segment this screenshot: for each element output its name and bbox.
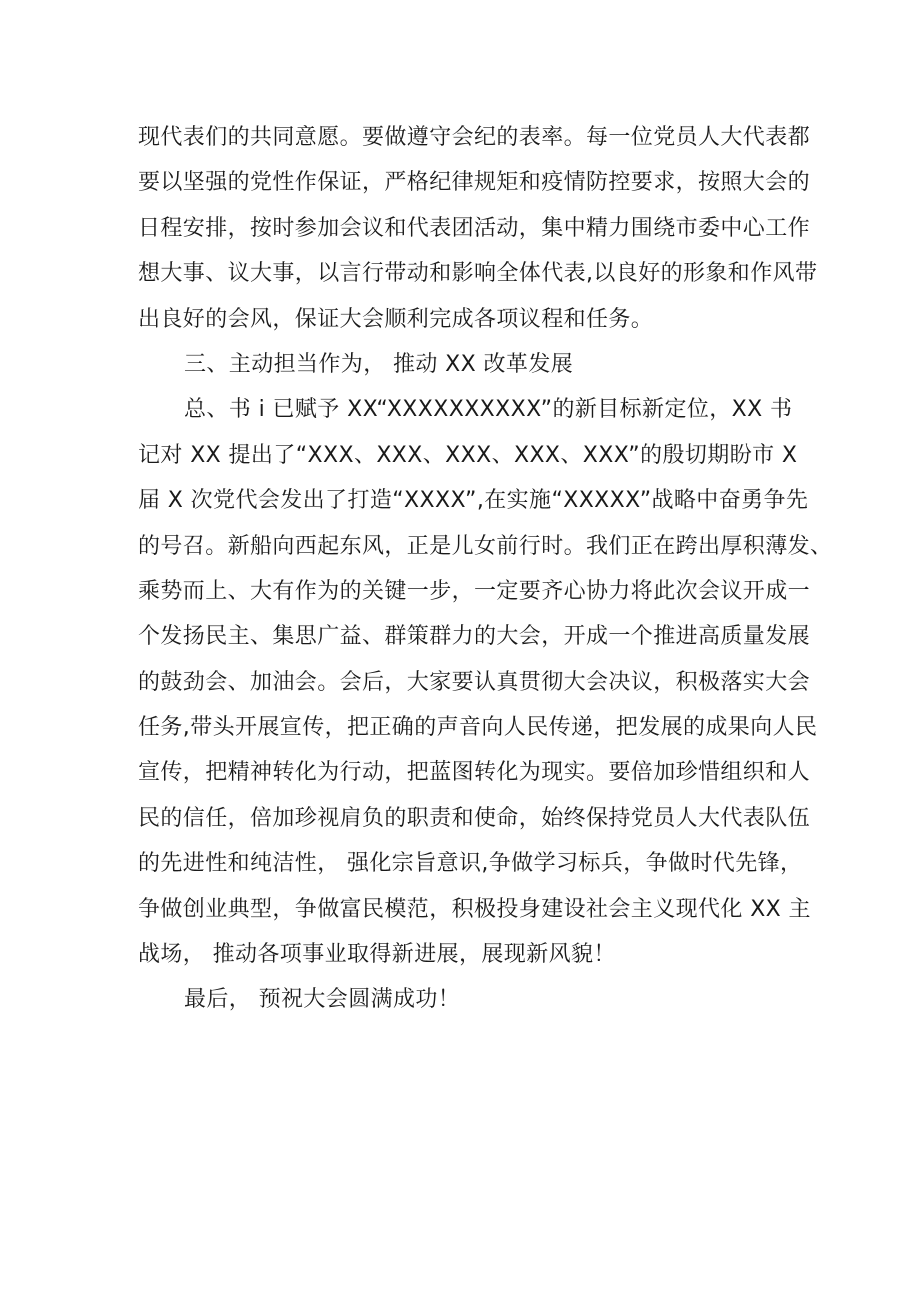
paragraph-line: 总、书 i 已赋予 XX“XXXXXXXXXX”的新目标新定位，XX 书	[184, 397, 793, 423]
paragraph-line: 记对 XX 提出了“XXX、XXX、XXX、XXX、XXX”的殷切期盼市 X	[138, 442, 798, 468]
paragraph-line: 个发扬民主、集思广益、群策群力的大会，开成一个推进高质量发展	[138, 624, 811, 650]
paragraph-line: 届 X 次党代会发出了打造“XXXX”,在实施“XXXXX”战略中奋勇争先	[138, 488, 809, 514]
paragraph-line: 民的信任，倍加珍视肩负的职责和使命，始终保持党员人大代表队伍	[138, 805, 811, 831]
paragraph-body	[138, 387, 833, 977]
paragraph-line: 日程安排，按时参加会议和代表团活动，集中精力围绕市委中心工作	[138, 215, 811, 241]
paragraph-line: 想大事、议大事，以言行带动和影响全体代表,以良好的形象和作风带	[138, 261, 818, 287]
paragraph-line: 的号召。新船向西起东风，正是儿女前行时。我们正在跨出厚积薄发、	[138, 533, 833, 559]
document-body	[138, 115, 833, 1023]
paragraph-line: 要以坚强的党性作保证，严格纪律规矩和疫情防控要求，按照大会的	[138, 170, 811, 196]
paragraph-line: 宣传，把精神转化为行动，把蓝图转化为现实。要倍加珍惜组织和人	[138, 760, 811, 786]
paragraph-line: 的鼓劲会、加油会。会后，大家要认真贯彻大会决议，积极落实大会	[138, 669, 811, 695]
section-heading: 三、主动担当作为， 推动 XX 改革发展	[184, 351, 574, 377]
paragraph-line: 的先进性和纯洁性， 强化宗旨意识,争做学习标兵，争做时代先锋，	[138, 851, 803, 877]
paragraph-line: 乘势而上、大有作为的关键一步，一定要齐心协力将此次会议开成一	[138, 578, 811, 604]
paragraph-line: 争做创业典型，争做富民模范，积极投身建设社会主义现代化 XX 主	[138, 896, 811, 922]
paragraph-line: 战场， 推动各项事业取得新进展，展现新风貌！	[138, 942, 616, 968]
paragraph-line: 出良好的会风，保证大会顺利完成各项议程和任务。	[138, 306, 654, 332]
closing-line: 最后， 预祝大会圆满成功！	[184, 987, 461, 1013]
paragraph-line: 现代表们的共同意愿。要做遵守会纪的表率。每一位党员人大代表都	[138, 125, 811, 150]
paragraph-continuation	[138, 115, 818, 342]
paragraph-line: 任务,带头开展宣传，把正确的声音向人民传递，把发展的成果向人民	[138, 715, 818, 741]
